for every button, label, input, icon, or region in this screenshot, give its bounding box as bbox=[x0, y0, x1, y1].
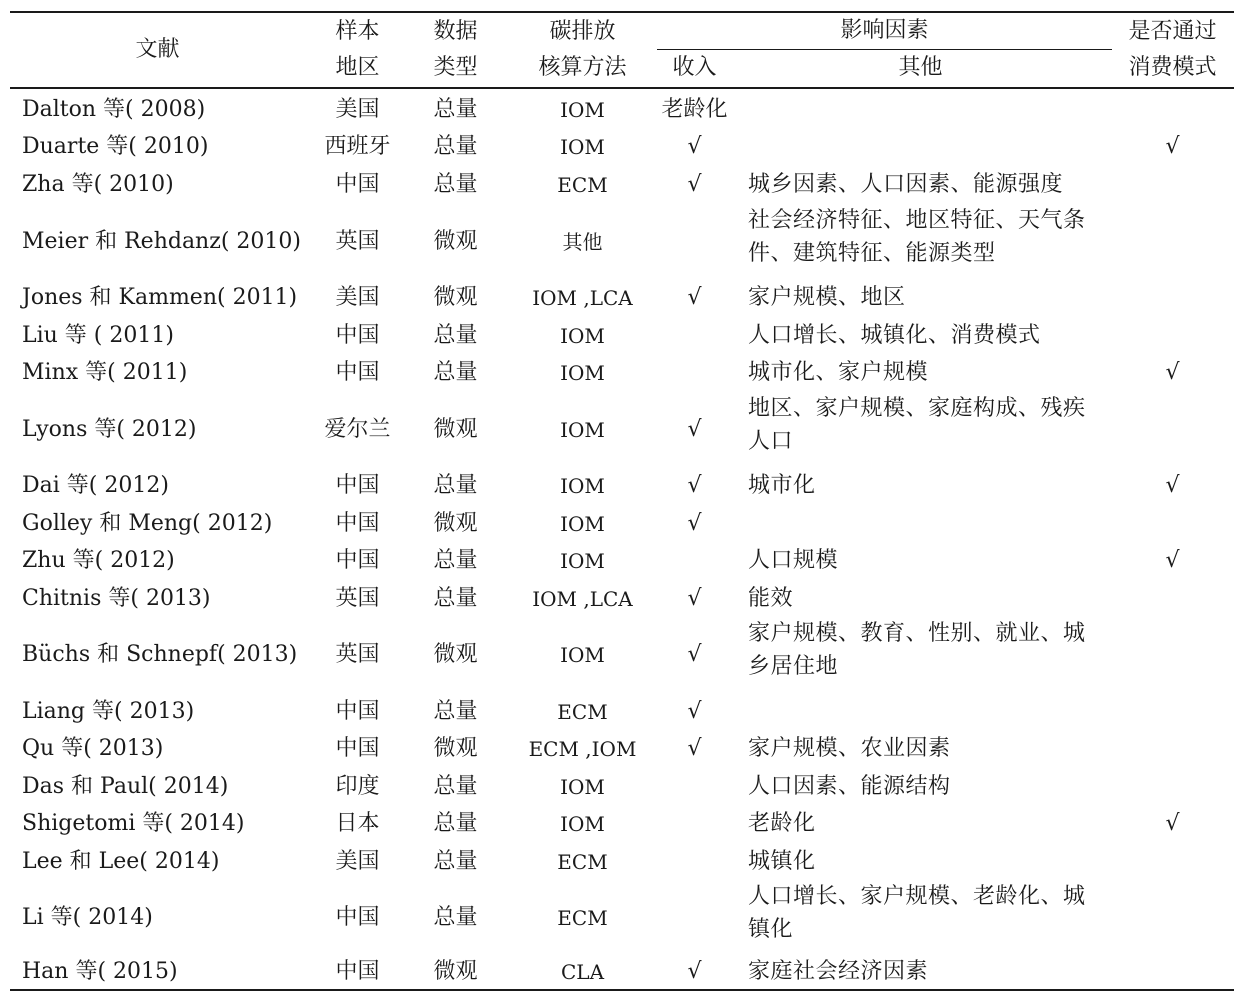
header-area-line2: 地区 bbox=[335, 55, 380, 80]
cell-area: 印度 bbox=[335, 773, 380, 799]
cell-pass: √ bbox=[1165, 811, 1180, 836]
cell-method: IOM bbox=[560, 323, 605, 348]
table-row bbox=[10, 843, 1234, 880]
cell-type: 总量 bbox=[433, 134, 478, 159]
table-row bbox=[10, 354, 1234, 392]
cell-method: IOM bbox=[560, 135, 605, 159]
cell-area: 美国 bbox=[335, 848, 380, 874]
cell-method: IOM bbox=[560, 474, 605, 498]
header-type-line2: 类型 bbox=[433, 55, 478, 80]
table-row bbox=[10, 467, 1234, 505]
cell-income: √ bbox=[687, 585, 702, 611]
cell-method: IOM bbox=[560, 417, 605, 442]
cell-other: 家户规模、农业因素 bbox=[748, 736, 951, 761]
cell-method: IOM ,LCA bbox=[532, 286, 633, 310]
cell-type: 微观 bbox=[433, 959, 478, 984]
cell-ref: Han 等( 2015) bbox=[22, 959, 178, 984]
cell-method: IOM bbox=[560, 97, 605, 122]
cell-ref: Büchs 和 Schnepf( 2013) bbox=[22, 642, 298, 667]
header-pass-line2: 消费模式 bbox=[1128, 55, 1217, 80]
table-row bbox=[10, 279, 1234, 317]
cell-type: 微观 bbox=[433, 736, 478, 761]
cell-other: 城市化、家户规模 bbox=[748, 360, 929, 385]
cell-method: IOM bbox=[560, 511, 605, 536]
cell-type: 总量 bbox=[433, 473, 478, 498]
cell-method: ECM bbox=[557, 699, 608, 724]
table-row bbox=[10, 955, 1234, 989]
table-row bbox=[10, 805, 1234, 843]
header-pass-line1: 是否通过 bbox=[1128, 19, 1217, 44]
cell-ref: Liang 等( 2013) bbox=[22, 698, 195, 724]
cell-method: ECM ,IOM bbox=[528, 737, 637, 761]
cell-type: 总量 bbox=[433, 848, 478, 874]
table-row bbox=[10, 880, 1234, 955]
cell-area: 中国 bbox=[335, 473, 380, 498]
table-row bbox=[10, 166, 1234, 204]
cell-area: 爱尔兰 bbox=[324, 416, 391, 442]
cell-other: 能效 bbox=[748, 585, 794, 611]
cell-type: 总量 bbox=[433, 360, 478, 385]
cell-ref: Liu 等 ( 2011) bbox=[22, 322, 174, 348]
cell-type: 总量 bbox=[433, 585, 478, 611]
cell-method: IOM bbox=[560, 774, 605, 799]
cell-ref: Dalton 等( 2008) bbox=[22, 96, 206, 122]
table-row bbox=[10, 617, 1234, 693]
cell-type: 总量 bbox=[433, 322, 478, 348]
cell-other: 城镇化 bbox=[748, 848, 816, 874]
cell-ref: Zhu 等( 2012) bbox=[22, 548, 175, 573]
cell-area: 英国 bbox=[335, 228, 380, 254]
cell-ref: Qu 等( 2013) bbox=[22, 736, 164, 761]
cell-pass: √ bbox=[1165, 360, 1180, 385]
cell-area: 英国 bbox=[335, 642, 380, 667]
cell-income: √ bbox=[687, 134, 702, 159]
cell-other: 地区、家户规模、家庭构成、残疾人口 bbox=[748, 396, 1086, 454]
cell-method: IOM bbox=[560, 812, 605, 836]
cell-other: 人口增长、城镇化、消费模式 bbox=[748, 322, 1041, 348]
cell-other: 人口规模 bbox=[748, 548, 839, 573]
cell-income: √ bbox=[687, 642, 702, 667]
cell-method: CLA bbox=[560, 960, 605, 984]
cell-income: √ bbox=[687, 959, 702, 984]
cell-area: 中国 bbox=[335, 698, 380, 724]
cell-income: √ bbox=[687, 698, 702, 724]
table-row bbox=[10, 693, 1234, 730]
cell-method: IOM bbox=[560, 643, 605, 667]
top-rule bbox=[10, 11, 1234, 13]
cell-income: √ bbox=[687, 510, 702, 536]
table-row bbox=[10, 392, 1234, 467]
cell-area: 中国 bbox=[335, 172, 380, 197]
cell-method: ECM bbox=[557, 173, 608, 197]
table-row bbox=[10, 91, 1234, 128]
cell-other: 家户规模、教育、性别、就业、城乡居住地 bbox=[748, 621, 1086, 679]
cell-area: 美国 bbox=[335, 96, 380, 122]
cell-type: 总量 bbox=[433, 698, 478, 724]
cell-type: 微观 bbox=[433, 510, 478, 536]
cell-pass: √ bbox=[1165, 134, 1180, 159]
table-row bbox=[10, 505, 1234, 542]
cell-type: 总量 bbox=[433, 904, 478, 930]
header-ref: 文献 bbox=[135, 37, 180, 62]
table-row bbox=[10, 580, 1234, 617]
cell-ref: Li 等( 2014) bbox=[22, 904, 153, 930]
cell-area: 中国 bbox=[335, 736, 380, 761]
table-row bbox=[10, 542, 1234, 580]
cell-income: √ bbox=[687, 416, 702, 442]
header-other: 其他 bbox=[898, 55, 943, 80]
table-row bbox=[10, 317, 1234, 354]
factors-subrule bbox=[657, 49, 1112, 50]
cell-ref: Zha 等( 2010) bbox=[22, 172, 174, 197]
header-area-line1: 样本 bbox=[335, 19, 380, 44]
table-row bbox=[10, 128, 1234, 166]
header-income: 收入 bbox=[672, 55, 717, 80]
cell-method: ECM bbox=[557, 849, 608, 874]
cell-area: 中国 bbox=[335, 959, 380, 984]
cell-ref: Duarte 等( 2010) bbox=[22, 134, 209, 159]
cell-other: 人口因素、能源结构 bbox=[748, 773, 951, 799]
cell-ref: Golley 和 Meng( 2012) bbox=[22, 510, 273, 536]
header-method-line1: 碳排放 bbox=[549, 19, 616, 44]
cell-type: 微观 bbox=[433, 416, 478, 442]
cell-method: IOM bbox=[560, 361, 605, 385]
cell-type: 微观 bbox=[433, 228, 478, 254]
cell-ref: Lee 和 Lee( 2014) bbox=[22, 848, 220, 874]
cell-ref: Minx 等( 2011) bbox=[22, 360, 188, 385]
cell-ref: Shigetomi 等( 2014) bbox=[22, 811, 245, 836]
cell-ref: Chitnis 等( 2013) bbox=[22, 585, 211, 611]
cell-other: 人口增长、家户规模、老龄化、城镇化 bbox=[748, 884, 1086, 942]
cell-other: 家庭社会经济因素 bbox=[748, 959, 929, 984]
cell-pass: √ bbox=[1165, 548, 1180, 573]
cell-ref: Dai 等( 2012) bbox=[22, 473, 169, 498]
cell-other: 社会经济特征、地区特征、天气条件、建筑特征、能源类型 bbox=[748, 208, 1086, 266]
table-row bbox=[10, 730, 1234, 768]
cell-other: 城市化 bbox=[748, 473, 816, 498]
cell-type: 总量 bbox=[433, 172, 478, 197]
cell-area: 美国 bbox=[335, 285, 380, 310]
cell-area: 日本 bbox=[335, 811, 380, 836]
table-row bbox=[10, 204, 1234, 279]
cell-method: 其他 bbox=[562, 229, 603, 254]
cell-ref: Jones 和 Kammen( 2011) bbox=[22, 285, 298, 310]
cell-pass: √ bbox=[1165, 473, 1180, 498]
cell-type: 总量 bbox=[433, 96, 478, 122]
cell-income: √ bbox=[687, 473, 702, 498]
cell-area: 中国 bbox=[335, 360, 380, 385]
cell-area: 中国 bbox=[335, 904, 380, 930]
cell-other: 城乡因素、人口因素、能源强度 bbox=[748, 172, 1064, 197]
header-type-line1: 数据 bbox=[433, 19, 478, 44]
cell-area: 英国 bbox=[335, 585, 380, 611]
header-rule bbox=[10, 87, 1234, 89]
cell-area: 中国 bbox=[335, 322, 380, 348]
cell-ref: Meier 和 Rehdanz( 2010) bbox=[22, 228, 301, 254]
bottom-rule bbox=[10, 989, 1234, 991]
cell-income: 老龄化 bbox=[661, 96, 728, 122]
cell-method: IOM ,LCA bbox=[532, 586, 633, 611]
cell-income: √ bbox=[687, 172, 702, 197]
cell-type: 微观 bbox=[433, 642, 478, 667]
cell-ref: Lyons 等( 2012) bbox=[22, 416, 197, 442]
header-factors: 影响因素 bbox=[840, 18, 929, 43]
table-row bbox=[10, 768, 1234, 805]
cell-type: 总量 bbox=[433, 811, 478, 836]
cell-type: 总量 bbox=[433, 548, 478, 573]
cell-area: 中国 bbox=[335, 548, 380, 573]
header-method-line2: 核算方法 bbox=[538, 55, 627, 80]
cell-type: 总量 bbox=[433, 773, 478, 799]
cell-other: 家户规模、地区 bbox=[748, 285, 906, 310]
cell-method: IOM bbox=[560, 549, 605, 573]
cell-other: 老龄化 bbox=[748, 811, 816, 836]
cell-area: 中国 bbox=[335, 510, 380, 536]
cell-ref: Das 和 Paul( 2014) bbox=[22, 773, 229, 799]
cell-method: ECM bbox=[557, 905, 608, 930]
cell-income: √ bbox=[687, 736, 702, 761]
cell-area: 西班牙 bbox=[324, 134, 391, 159]
cell-income: √ bbox=[687, 285, 702, 310]
cell-type: 微观 bbox=[433, 285, 478, 310]
